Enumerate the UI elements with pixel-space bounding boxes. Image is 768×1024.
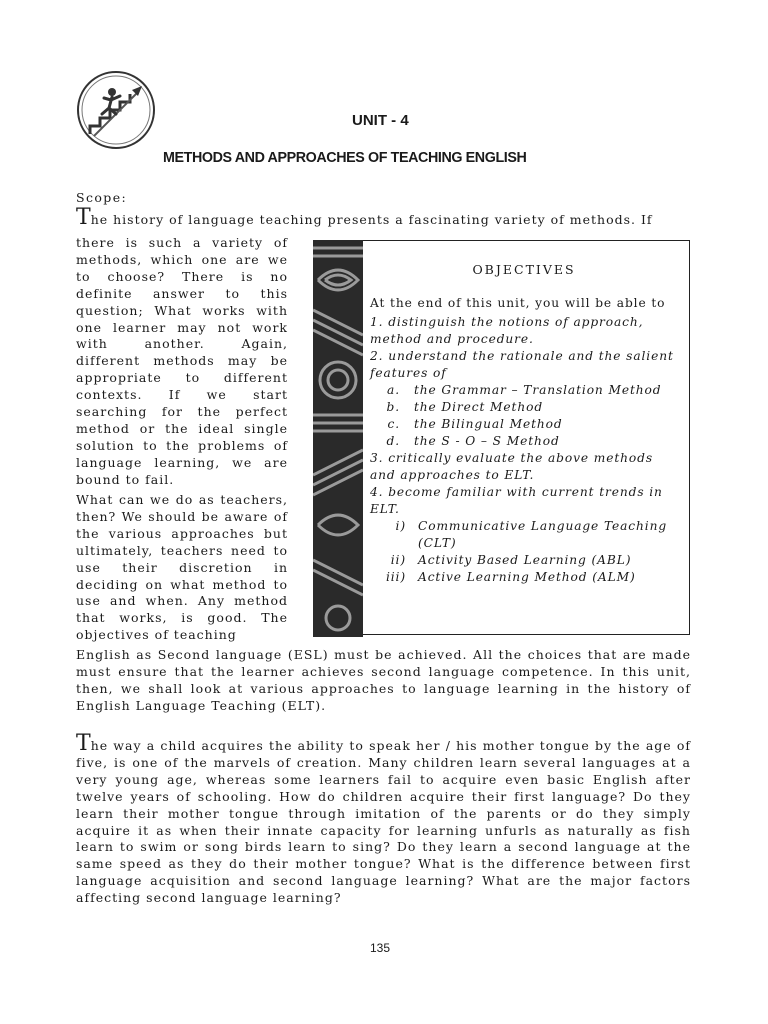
scope-label: Scope:: [76, 190, 128, 205]
paragraph1-first-line-text: he history of language teaching presents a fascinating variety of methods. If: [90, 212, 653, 227]
objective-subitem: b. the Direct Method: [386, 400, 544, 414]
paragraph3-text: he way a child acquires the ability to speak her / his mother tongue by the age of five, is one of the marvels of creation. Many children learn several languages at a very young age, whereas some learners fail to acquire even basic English after twelve years of schooling. How do children acquire their first language? Do they learn their mother tongue through imitation of the parents or do they simply acquire it as when their innate capacity for learning unfurls as naturally as fish learn to swim or song birds learn to sing? Do they learn a second language at the same speed as they do their mother tongue? What is the difference between first language acquisition and second language learning? What are the major factors affecting second language learning?: [76, 738, 691, 906]
objectives-box: [313, 240, 690, 635]
decorative-pattern-strip: [313, 240, 363, 637]
paragraph3: [76, 731, 691, 907]
paragraph1-first-line: [76, 205, 691, 230]
unit-label: UNIT - 4: [352, 112, 409, 129]
objectives-intro: At the end of this unit, you will be able to: [370, 296, 666, 310]
page-number: 135: [370, 941, 391, 955]
objective-subitem: ii) Activity Based Learning (ABL): [390, 553, 632, 567]
objective-subitem: c. the Bilingual Method: [387, 417, 563, 431]
objective-item-1: 1. distinguish the notions of approach, method and procedure.: [370, 315, 644, 346]
objective-subitem: a. the Grammar – Translation Method: [387, 383, 662, 397]
dropcap: T: [76, 731, 91, 756]
paragraph1-left-column: there is such a variety of methods, which one are we to choose? There is no definite answer to this question; What works with one learner may not work with another. Again, different methods may be appropriate to different contexts. If we start searching for the perfect method or the ideal single solution to the problems of language learning, we are bound to fail.: [76, 235, 288, 487]
paragraph2-left-column: What can we do as teachers, then? We should be aware of the various approaches but ultimately, teachers need to use their discretion in deciding on what method to use and when. Any method that works, is good. The objectives of teaching: [76, 492, 288, 643]
objective-item-4: 4. become familiar with current trends in ELT.: [370, 485, 663, 516]
paragraph2-full-width: English as Second language (ESL) must be achieved. All the choices that are made must ensure that the learner achieves second language competence. In this unit, then, we shall look at various approaches to language learning in the history of English Language Teaching (ELT).: [76, 647, 691, 713]
dropcap: T: [76, 205, 91, 230]
objective-subitem: i) Communicative Language Teaching (CLT): [395, 519, 668, 550]
objective-item-3: 3. critically evaluate the above methods and approaches to ELT.: [370, 451, 653, 482]
page-title: METHODS AND APPROACHES OF TEACHING ENGLISH: [163, 150, 527, 166]
objective-subitem: iii) Active Learning Method (ALM): [385, 570, 636, 584]
objective-subitem: d. the S - O – S Method: [386, 434, 560, 448]
climbing-stairs-icon: [76, 70, 156, 150]
objectives-heading: OBJECTIVES: [472, 262, 576, 277]
objective-item-2: 2. understand the rationale and the salient features of: [370, 349, 674, 380]
